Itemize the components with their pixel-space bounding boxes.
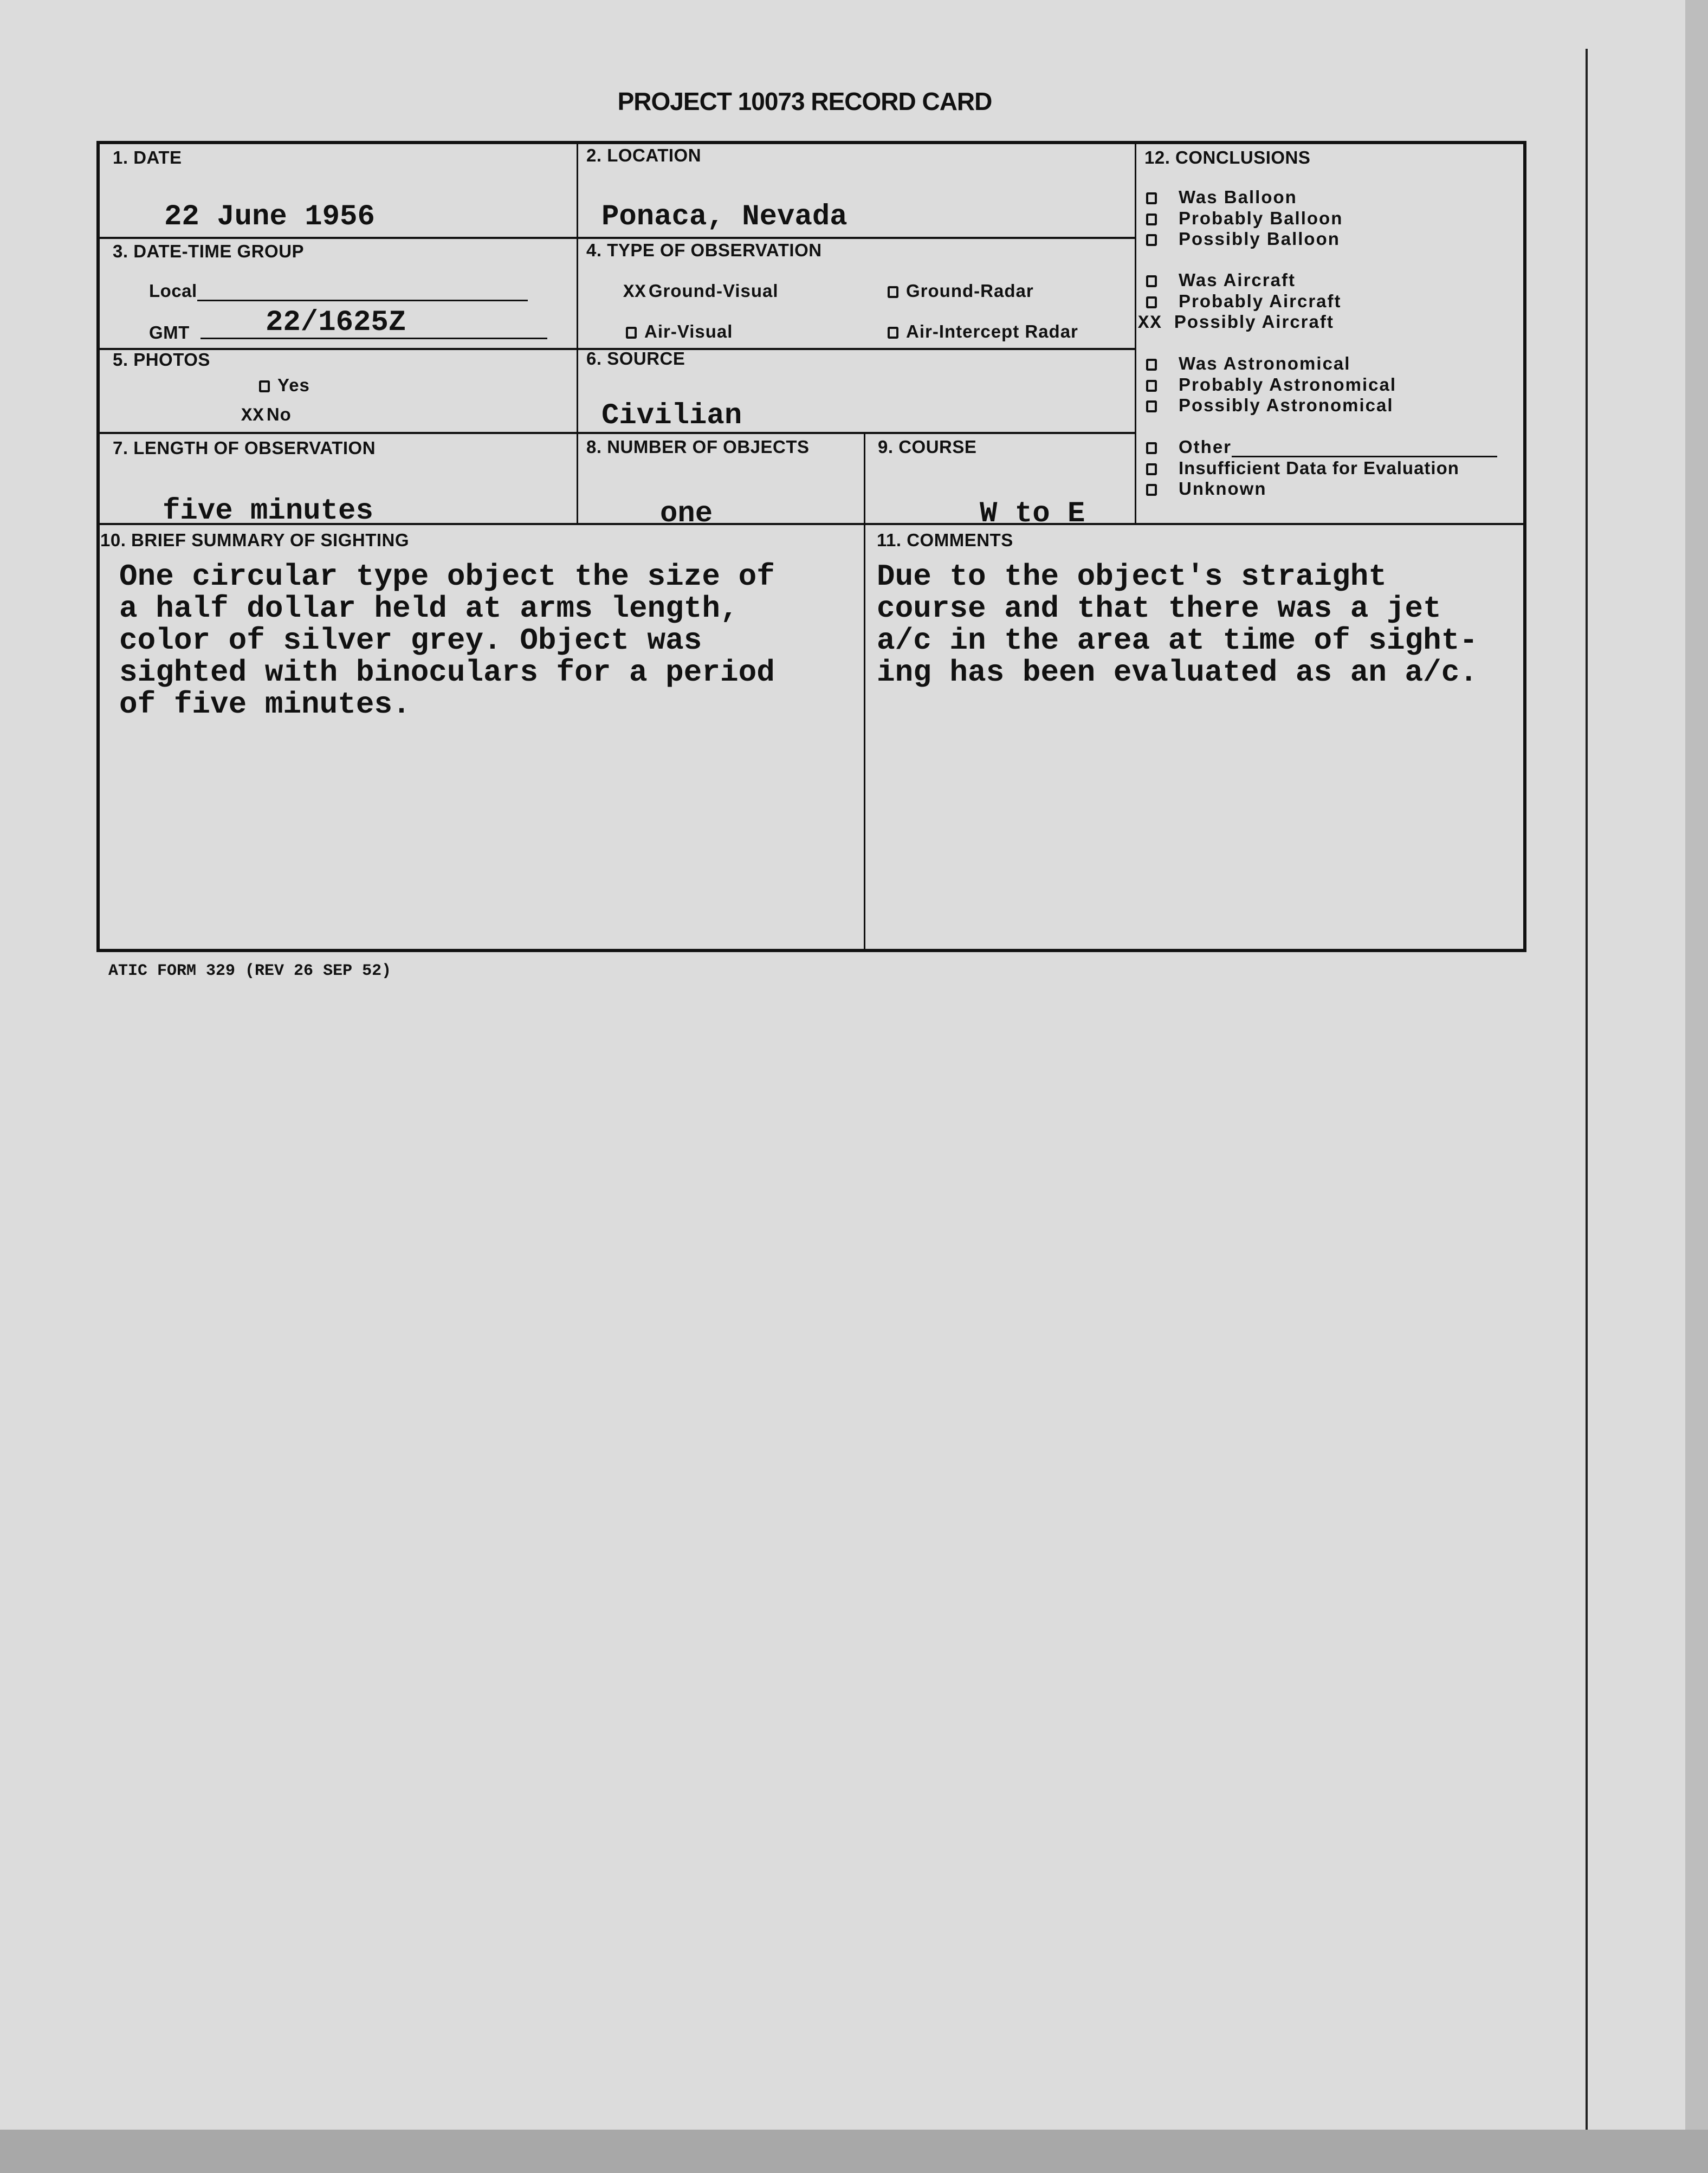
- option-label: Air-Visual: [644, 321, 733, 341]
- conclusion-probably-aircraft[interactable]: [1146, 291, 1342, 312]
- checkbox-icon: [1146, 400, 1157, 412]
- gmt-label: GMT: [149, 322, 190, 342]
- checkbox-icon: [1146, 296, 1157, 308]
- checkbox-icon: [1146, 234, 1157, 246]
- comments-label: 11. COMMENTS: [877, 530, 1013, 550]
- card-title: PROJECT 10073 RECORD CARD: [617, 87, 992, 115]
- local-value: [197, 300, 528, 301]
- summary-line: a half dollar held at arms length,: [119, 591, 739, 626]
- option-photos-no[interactable]: [241, 404, 292, 426]
- divider: [577, 143, 578, 524]
- checkbox-icon: [259, 380, 270, 392]
- source-label: 6. SOURCE: [586, 348, 685, 368]
- summary-line: of five minutes.: [119, 687, 411, 722]
- x-mark-icon: XX: [241, 406, 264, 426]
- scan-edge-shadow: [1685, 0, 1708, 2173]
- option-ground-visual[interactable]: [623, 281, 779, 303]
- checkbox-icon: [1146, 442, 1157, 454]
- divider: [98, 237, 1135, 239]
- option-label: Was Aircraft: [1179, 270, 1296, 290]
- conclusion-possibly-aircraft[interactable]: [1138, 312, 1334, 334]
- checkbox-icon: [626, 327, 637, 339]
- date-value: 22 June 1956: [164, 201, 375, 234]
- course-value: W to E: [980, 497, 1085, 531]
- x-mark-icon: XX: [623, 282, 646, 303]
- comments-line: ing has been evaluated as an a/c.: [877, 655, 1478, 690]
- length-value: five minutes: [163, 495, 373, 528]
- conclusion-was-aircraft[interactable]: [1146, 270, 1296, 290]
- summary-line: sighted with binoculars for a period: [119, 655, 775, 690]
- number-of-objects-value: one: [660, 497, 713, 531]
- option-label: Ground-Visual: [648, 281, 779, 301]
- gmt-time-field[interactable]: [149, 322, 190, 343]
- conclusion-other[interactable]: [1146, 437, 1497, 457]
- date-label: 1. DATE: [113, 147, 182, 167]
- option-label: Unknown: [1179, 478, 1267, 499]
- checkbox-icon: [888, 286, 898, 298]
- conclusion-was-balloon[interactable]: [1146, 187, 1297, 208]
- summary-label: 10. BRIEF SUMMARY OF SIGHTING: [100, 530, 410, 550]
- comments-line: Due to the object's straight: [877, 559, 1387, 594]
- option-label: Probably Balloon: [1179, 208, 1343, 228]
- conclusion-unknown[interactable]: [1146, 478, 1266, 499]
- summary-line: One circular type object the size of: [119, 559, 775, 594]
- option-label: Ground-Radar: [906, 281, 1034, 301]
- option-label: Air-Intercept Radar: [906, 321, 1078, 341]
- checkbox-icon: [1146, 359, 1157, 371]
- checkbox-icon: [1146, 463, 1157, 475]
- option-label: Possibly Balloon: [1179, 229, 1340, 249]
- option-label: Was Balloon: [1179, 187, 1297, 207]
- option-air-intercept-radar[interactable]: [888, 321, 1078, 342]
- x-mark-icon: XX: [1138, 313, 1162, 334]
- checkbox-icon: [1146, 484, 1157, 496]
- checkbox-icon: [1146, 380, 1157, 392]
- conclusion-possibly-astronomical[interactable]: [1146, 395, 1394, 416]
- local-time-field[interactable]: [149, 281, 528, 301]
- conclusion-insufficient-data[interactable]: [1146, 458, 1459, 478]
- source-value: Civilian: [601, 399, 742, 432]
- conclusion-probably-balloon[interactable]: [1146, 208, 1343, 229]
- comments-line: a/c in the area at time of sight-: [877, 623, 1478, 658]
- conclusion-possibly-balloon[interactable]: [1146, 229, 1340, 249]
- conclusions-label: 12. CONCLUSIONS: [1144, 147, 1311, 167]
- course-label: 9. COURSE: [878, 437, 977, 457]
- location-label: 2. LOCATION: [586, 145, 702, 165]
- length-label: 7. LENGTH OF OBSERVATION: [113, 438, 376, 458]
- option-air-visual[interactable]: [626, 321, 733, 342]
- checkbox-icon: [888, 327, 898, 339]
- option-label: Yes: [277, 375, 310, 395]
- comments-text: [877, 561, 1478, 689]
- conclusion-probably-astronomical[interactable]: [1146, 374, 1396, 395]
- scan-bottom-shadow: [0, 2130, 1708, 2173]
- option-label: Probably Aircraft: [1179, 291, 1342, 311]
- divider: [864, 434, 865, 950]
- option-label: Was Astronomical: [1179, 353, 1351, 373]
- option-label: Other: [1179, 437, 1232, 457]
- other-underline: [1232, 439, 1497, 457]
- option-label: Insufficient Data for Evaluation: [1179, 458, 1459, 478]
- option-label: Possibly Astronomical: [1179, 395, 1394, 415]
- summary-text: [119, 561, 775, 721]
- gmt-value: 22/1625Z: [266, 306, 406, 339]
- option-label: Possibly Aircraft: [1174, 312, 1334, 332]
- date-time-group-label: 3. DATE-TIME GROUP: [113, 241, 305, 261]
- photos-label: 5. PHOTOS: [113, 350, 210, 370]
- summary-line: color of silver grey. Object was: [119, 623, 702, 658]
- number-of-objects-label: 8. NUMBER OF OBJECTS: [586, 437, 810, 457]
- scan-edge-line: [1586, 49, 1588, 2162]
- local-label: Local: [149, 281, 197, 301]
- type-of-observation-label: 4. TYPE OF OBSERVATION: [586, 240, 822, 260]
- conclusion-was-astronomical[interactable]: [1146, 353, 1350, 374]
- comments-line: course and that there was a jet: [877, 591, 1441, 626]
- option-ground-radar[interactable]: [888, 281, 1034, 301]
- location-value: Ponaca, Nevada: [601, 201, 847, 234]
- option-photos-yes[interactable]: [259, 375, 310, 396]
- checkbox-icon: [1146, 275, 1157, 287]
- checkbox-icon: [1146, 214, 1157, 225]
- checkbox-icon: [1146, 192, 1157, 204]
- option-label: Probably Astronomical: [1179, 374, 1397, 394]
- option-label: No: [266, 404, 292, 424]
- divider: [1135, 143, 1136, 524]
- form-number: ATIC FORM 329 (REV 26 SEP 52): [108, 962, 392, 980]
